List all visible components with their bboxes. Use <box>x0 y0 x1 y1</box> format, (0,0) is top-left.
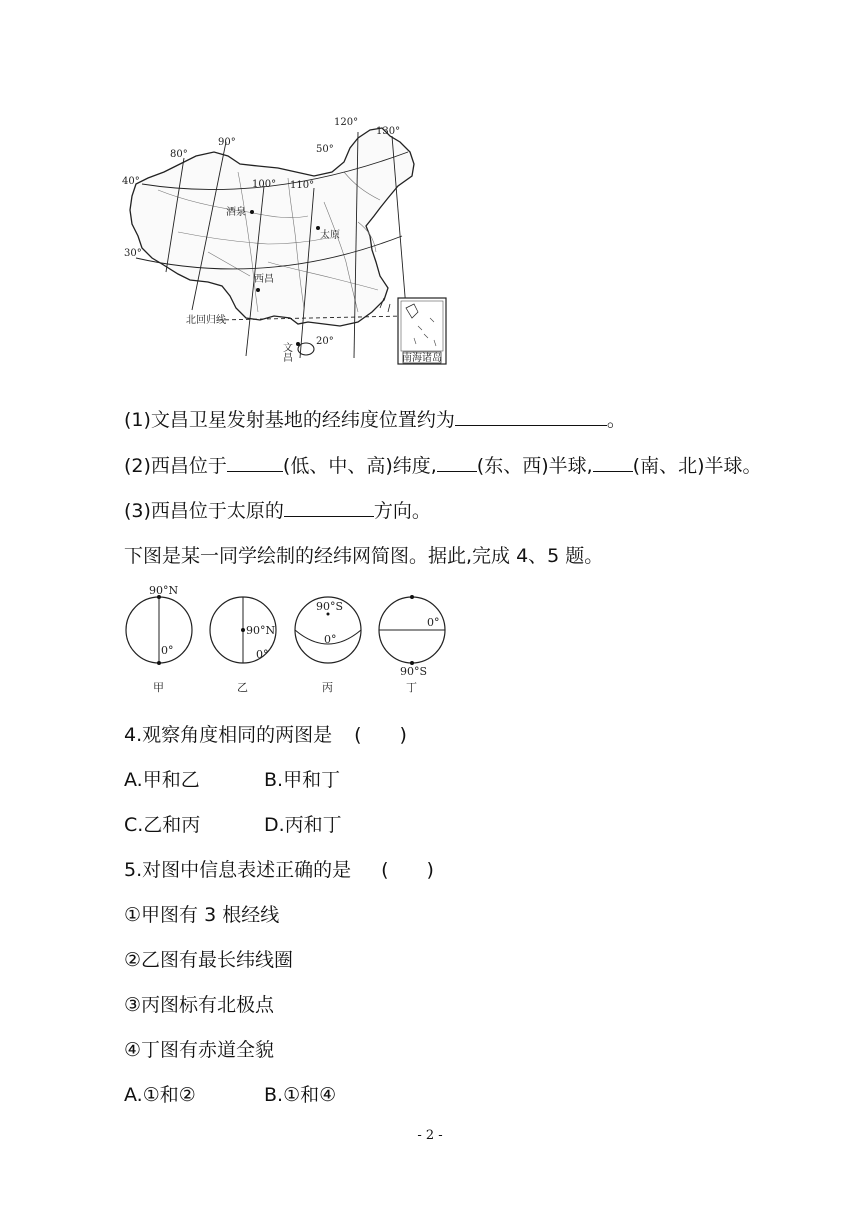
q4-option-c[interactable]: C.乙和丙 <box>124 814 201 836</box>
q4-option-a[interactable]: A.甲和乙 <box>124 769 200 791</box>
q3-part1 <box>124 407 626 433</box>
q5-statement-4: ④丁图有赤道全貌 <box>124 1039 275 1061</box>
q4-paren: ( ) <box>354 724 407 746</box>
q3-part3 <box>124 498 431 524</box>
inset-label: 南海诸岛 <box>402 353 442 364</box>
lat-label-30: 30° <box>124 248 142 259</box>
q5-statement-1: ①甲图有 3 根经线 <box>124 904 280 926</box>
jiuquan-dot <box>250 210 254 214</box>
bing-center-label: 0° <box>324 633 337 646</box>
q4-options-row1 <box>124 767 340 793</box>
lon-label-120: 120° <box>334 117 359 128</box>
q5-options-row1 <box>124 1082 336 1108</box>
lon-label-110: 110° <box>290 180 315 191</box>
jia-top-label: 90°N <box>149 584 179 597</box>
q3-p2-b: (低、中、高)纬度, <box>282 455 437 477</box>
q5-option-a[interactable]: A.①和② <box>124 1084 196 1106</box>
lon-label-80: 80° <box>170 149 188 160</box>
answer-blank-2[interactable] <box>227 453 283 472</box>
lon-label-130: 130° <box>376 126 401 137</box>
globe-ding <box>379 595 445 694</box>
bing-name: 丙 <box>322 681 333 694</box>
lon-label-90: 90° <box>218 137 236 148</box>
ding-right-label: 0° <box>427 616 440 629</box>
city-jiuquan: 酒泉 <box>226 207 246 218</box>
q3-p1-end: 。 <box>606 409 626 431</box>
q4-stem <box>124 722 407 748</box>
ding-bottom-label: 90°S <box>400 665 428 678</box>
q5-paren: ( ) <box>381 859 434 881</box>
q3-p3-b: 方向。 <box>373 500 431 522</box>
answer-blank-3[interactable] <box>437 453 477 472</box>
globes-svg <box>118 580 478 700</box>
jia-center-label: 0° <box>161 644 174 657</box>
city-taiyuan: 太原 <box>320 230 340 241</box>
q5-stem-text: 5.对图中信息表述正确的是 <box>124 859 352 881</box>
q3-p1-text: (1)文昌卫星发射基地的经纬度位置约为 <box>124 409 455 431</box>
lat-label-50: 50° <box>316 144 334 155</box>
yi-bottom-label: 0° <box>256 648 269 661</box>
q4-option-d[interactable]: D.丙和丁 <box>264 814 342 836</box>
q3-p2-d: (南、北)半球。 <box>632 455 762 477</box>
china-map-figure <box>118 112 453 370</box>
globe-yi <box>210 597 276 694</box>
q3-p2-a: (2)西昌位于 <box>124 455 227 477</box>
lat-label-20: 20° <box>316 336 334 347</box>
page-number: - 2 - <box>417 1128 443 1143</box>
south-china-sea-inset <box>398 298 446 364</box>
xichang-dot <box>256 288 260 292</box>
bing-top-label: 90°S <box>316 600 344 613</box>
globe-diagrams <box>118 580 478 700</box>
answer-blank-1[interactable] <box>455 407 607 426</box>
city-wenchang: 文昌 <box>280 342 292 362</box>
jia-name: 甲 <box>153 681 164 694</box>
globe-jia <box>126 584 192 694</box>
q5-statement-3: ③丙图标有北极点 <box>124 994 275 1016</box>
globe-bing <box>295 597 361 694</box>
lat-label-40: 40° <box>122 176 140 187</box>
q3-p3-a: (3)西昌位于太原的 <box>124 500 284 522</box>
q3-p2-c: (东、西)半球, <box>476 455 593 477</box>
answer-blank-4[interactable] <box>593 453 633 472</box>
yi-center-label: 90°N <box>246 624 276 637</box>
q5-option-b[interactable]: B.①和④ <box>264 1084 337 1106</box>
tropic-label: 北回归线 <box>186 315 226 326</box>
q4-option-b[interactable]: B.甲和丁 <box>264 769 341 791</box>
q5-stem <box>124 857 434 883</box>
ding-name: 丁 <box>406 681 417 694</box>
china-map-svg <box>118 112 453 370</box>
city-xichang: 西昌 <box>254 274 274 285</box>
wenchang-dot <box>296 342 300 346</box>
q3-part2 <box>124 453 762 479</box>
answer-blank-5[interactable] <box>284 498 374 517</box>
lon-label-100: 100° <box>252 179 277 190</box>
q5-statement-2: ②乙图有最长纬线圈 <box>124 949 294 971</box>
q4-options-row2 <box>124 812 342 838</box>
yi-name: 乙 <box>237 681 248 694</box>
intro-text: 下图是某一同学绘制的经纬网简图。据此,完成 4、5 题。 <box>124 545 604 567</box>
q4-stem-text: 4.观察角度相同的两图是 <box>124 724 333 746</box>
